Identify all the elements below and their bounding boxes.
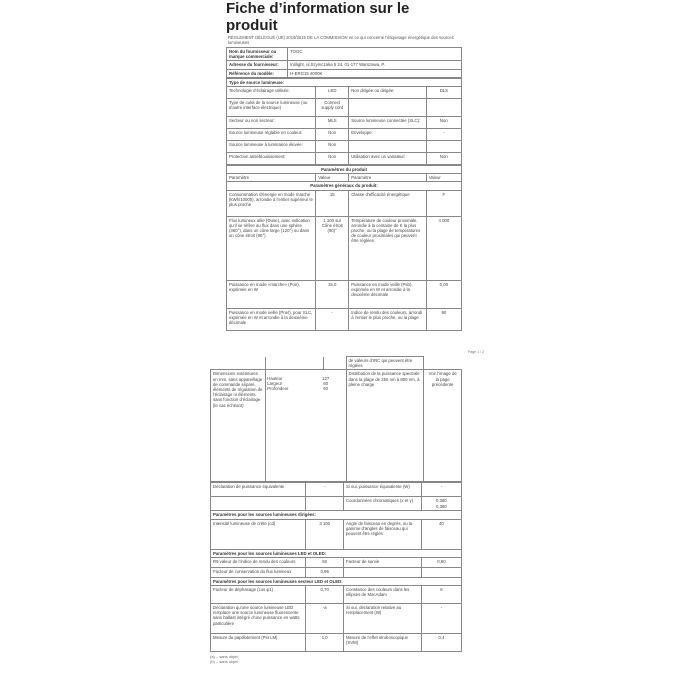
param-label: Déclaration de puissance équivalente — [211, 483, 306, 497]
param-label: Puissance en mode veille (Pnet), pour SLC, exprimée en W et arrondie à la deuxième décimale — [227, 308, 316, 330]
supplier-name-value: TOOC — [288, 48, 462, 61]
table-row — [211, 586, 462, 604]
param-value: Non — [316, 153, 349, 165]
dim-depth-value: 60 — [323, 386, 329, 392]
param-label: R9 valeur de l’indice de rendu des couleurs — [211, 557, 306, 567]
table-row — [227, 117, 462, 129]
col-header-param-2: Paramètre — [349, 174, 427, 182]
param-label: Facteur de déphasage (cos φ1) — [211, 586, 306, 604]
param-value: 4 000 — [426, 216, 461, 280]
model-value: H-ERG15 4000K — [288, 69, 462, 77]
param-value: - — [421, 604, 461, 634]
param-value: Non — [316, 129, 349, 141]
param-value: Non — [316, 141, 349, 153]
param-label: Non dirigée ou dirigée: — [349, 87, 427, 99]
param-value: 0,00 — [426, 280, 461, 308]
param-value: 1 100 sur Cône étroit (90)° — [316, 216, 349, 280]
param-label: Secteur ou non secteur: — [227, 117, 316, 129]
table-row — [211, 483, 462, 497]
dimensions-label: Dimensions extérieures en mm, sans appareillage de commande séparé, éléments de régulation de l’éclairage ni éléments sans fonction d’éclairage (le cas échéant) — [211, 370, 266, 482]
table-row — [211, 604, 462, 634]
param-value: 0,70 — [306, 586, 344, 604]
table-row — [211, 567, 462, 577]
dim-depth-label: Profondeur — [267, 386, 289, 392]
param-label: Utilisation avec un variateur: — [349, 153, 427, 165]
table-row — [211, 557, 462, 567]
mains-section-title-row — [211, 577, 462, 585]
column-header-row — [227, 174, 462, 182]
param-label — [344, 567, 422, 577]
param-label: Indice de rendu des couleurs, arrondi à l’entier le plus proche, ou la plage — [349, 308, 427, 330]
param-label: Puissance en mode veille (Psb), exprimée en W et arrondie à la deuxième décimale — [349, 280, 427, 308]
page-title: Fiche d’information sur le produit — [226, 0, 410, 34]
general-params-table — [226, 165, 462, 331]
param-value: 50 — [306, 557, 344, 567]
param-value: LED — [316, 87, 349, 99]
spectral-distribution-label: Distribution de la puissance spectrale dans la plage de 250 nm à 800 nm, à pleine charge — [346, 370, 424, 482]
param-label: Constance des couleurs dans les ellipses de MacAdam — [344, 586, 422, 604]
table-row — [227, 99, 462, 117]
page-two — [210, 350, 484, 700]
param-value: - — [421, 483, 461, 497]
table-row — [227, 153, 462, 165]
general-params-title: Paramètres généraux du produit: — [227, 182, 462, 190]
param-value: DLS — [426, 87, 461, 99]
supplier-address-row — [227, 61, 462, 69]
param-label: Angle de faisceau en degrés, ou la gamme d’angles de faisceau qui peuvent être réglés — [344, 519, 422, 549]
supplier-address-value: Intilight, ul.Szymczaka 5 24, 01-177 Warszawa, P. — [288, 61, 462, 69]
param-value: 3 100 — [306, 519, 344, 549]
dimensions-values — [266, 376, 345, 392]
param-value: 90 — [426, 308, 461, 330]
col-header-param-1: Paramètre — [227, 174, 316, 182]
dim-height-value: 127 — [322, 375, 330, 381]
param-label: Intensité lumineuse de crête (cd) — [211, 519, 306, 549]
spectral-distribution-value: Voir l’image de la page précédente — [424, 370, 462, 482]
param-label: Si oui, déclaration relative au remplacement (W) — [344, 604, 422, 634]
led-section-title: Paramètres pour les sources lumineuses LED et OLED: — [211, 549, 462, 557]
param-value: F — [426, 190, 461, 216]
param-value: 6 — [421, 586, 461, 604]
param-label: Protection antiéblouissement: — [227, 153, 316, 165]
param-label: Si oui, puissance équivalente (W) — [344, 483, 422, 497]
table-row — [211, 497, 462, 511]
dim-width-label: Largeur — [267, 380, 283, 386]
led-section-title-row — [211, 549, 462, 557]
table-row — [211, 634, 462, 652]
param-label: Consommation d’énergie en mode marche (kWh/1000h), arrondie à l’entier supérieur le plus proche — [227, 190, 316, 216]
param-label: Facteur de survie — [344, 557, 422, 567]
param-value: - — [316, 308, 349, 330]
supplier-name-label: Nom du fournisseur ou marque commerciale: — [227, 48, 288, 61]
footnote-a: (a) – sans objet; — [210, 654, 239, 660]
table-row — [227, 308, 462, 330]
param-label: Puissance en mode «marche» (Pon), exprimée en W — [227, 280, 316, 308]
param-value: MLS — [316, 117, 349, 129]
param-value: 0,96 — [306, 567, 344, 577]
table-row — [227, 280, 462, 308]
irc-continuation: de valeurs d’IRC qui peuvent être réglées — [346, 357, 424, 370]
continuation-row — [211, 357, 462, 370]
param-value: 0,380 0,380 — [421, 497, 461, 511]
param-value: 1,0 — [306, 634, 344, 652]
supplier-table — [226, 47, 462, 78]
param-value: -a — [306, 604, 344, 634]
param-label: Source lumineuse connectée (SLC): — [349, 117, 427, 129]
table-row — [211, 519, 462, 549]
col-header-value-2: Valeur — [426, 174, 461, 182]
param-value: 15,0 — [316, 280, 349, 308]
param-value — [426, 141, 461, 153]
params-title: Paramètres du produit — [227, 166, 462, 174]
page-one — [226, 0, 462, 356]
footnotes — [210, 654, 462, 664]
source-type-table — [226, 78, 462, 165]
param-value: Non — [426, 153, 461, 165]
table-row — [227, 190, 462, 216]
param-value — [306, 497, 344, 511]
param-label: Facteur de conservation du flux lumineux — [211, 567, 306, 577]
table-row — [227, 129, 462, 141]
param-value: - — [306, 483, 344, 497]
dim-height-label: Hauteur — [267, 375, 283, 381]
param-value: 15 — [316, 190, 349, 216]
param-label — [349, 141, 427, 153]
dimensions-row — [211, 370, 462, 482]
param-label: Mesure de l’effet stroboscopique (SVM) — [344, 634, 422, 652]
model-label: Référence du modèle: — [227, 69, 288, 77]
directional-section-title: Paramètres pour les sources lumineuses dirigées: — [211, 511, 462, 519]
param-value: 0,4 — [421, 634, 461, 652]
param-label: Flux lumineux utile (Φuse), avec indication qu’il se réfère au flux dans une sphère (360°), dans un cône large (120°) ou dans un cône étroit (90°) — [227, 216, 316, 280]
param-value: 0,90 — [421, 557, 461, 567]
param-label: Enveloppe: — [349, 129, 427, 141]
regulation-subtitle: RÈGLEMENT DÉLÉGUÉ (UE) 2019/2015 DE LA COMMISSION en ce qui concerne l’étiquetage énergétique des sources lumineuses — [228, 35, 454, 45]
source-type-header: Type de source lumineuse: — [227, 78, 462, 86]
page-number: Page 1 / 2 — [468, 350, 484, 354]
table-row — [227, 141, 462, 153]
param-label: Coordonnées chromatiques (x et y) — [344, 497, 422, 511]
param-value: - — [426, 129, 461, 141]
param-label: Mesure du papillotement (Pst LM) — [211, 634, 306, 652]
param-label: Classe d’efficacité énergétique — [349, 190, 427, 216]
param-value: Non — [426, 117, 461, 129]
model-row — [227, 69, 462, 77]
directional-section-title-row — [211, 511, 462, 519]
param-label: Source lumineuse réglable en couleur: — [227, 129, 316, 141]
param-label: Température de couleur proximale, arrondie à la centaine de K la plus proche, ou la plage de températures de couleur proximales qui peuvent être réglées — [349, 216, 427, 280]
table-row — [227, 216, 462, 280]
param-label: Source lumineuse à luminance élevée: — [227, 141, 316, 153]
param-label — [211, 497, 306, 511]
col-header-value-1: Valeur — [316, 174, 349, 182]
param-label — [349, 99, 427, 117]
param-value — [426, 99, 461, 117]
param-label: Déclaration qu’une source lumineuse LED remplace une source lumineuse fluorescente sans ballast intégré d’une puissance en watts particulière — [211, 604, 306, 634]
mains-section-title: Paramètres pour les sources lumineuses secteur LED et OLED: — [211, 577, 462, 585]
param-value: 40 — [421, 519, 461, 549]
dim-width-value: 60 — [323, 380, 329, 386]
param-label: Type de culot de la source lumineuse (ou d’autre interface électrique) — [227, 99, 316, 117]
param-value — [421, 567, 461, 577]
page-two-params-table — [210, 482, 462, 652]
dims-table — [210, 356, 462, 482]
param-value: Connect supply cord — [316, 99, 349, 117]
supplier-address-label: Adresse du fournisseur: — [227, 61, 288, 69]
table-row — [227, 87, 462, 99]
param-label: Technologie d’éclairage utilisée: — [227, 87, 316, 99]
footnote-b: (b) – sans objet — [210, 659, 238, 665]
supplier-name-row — [227, 48, 462, 61]
